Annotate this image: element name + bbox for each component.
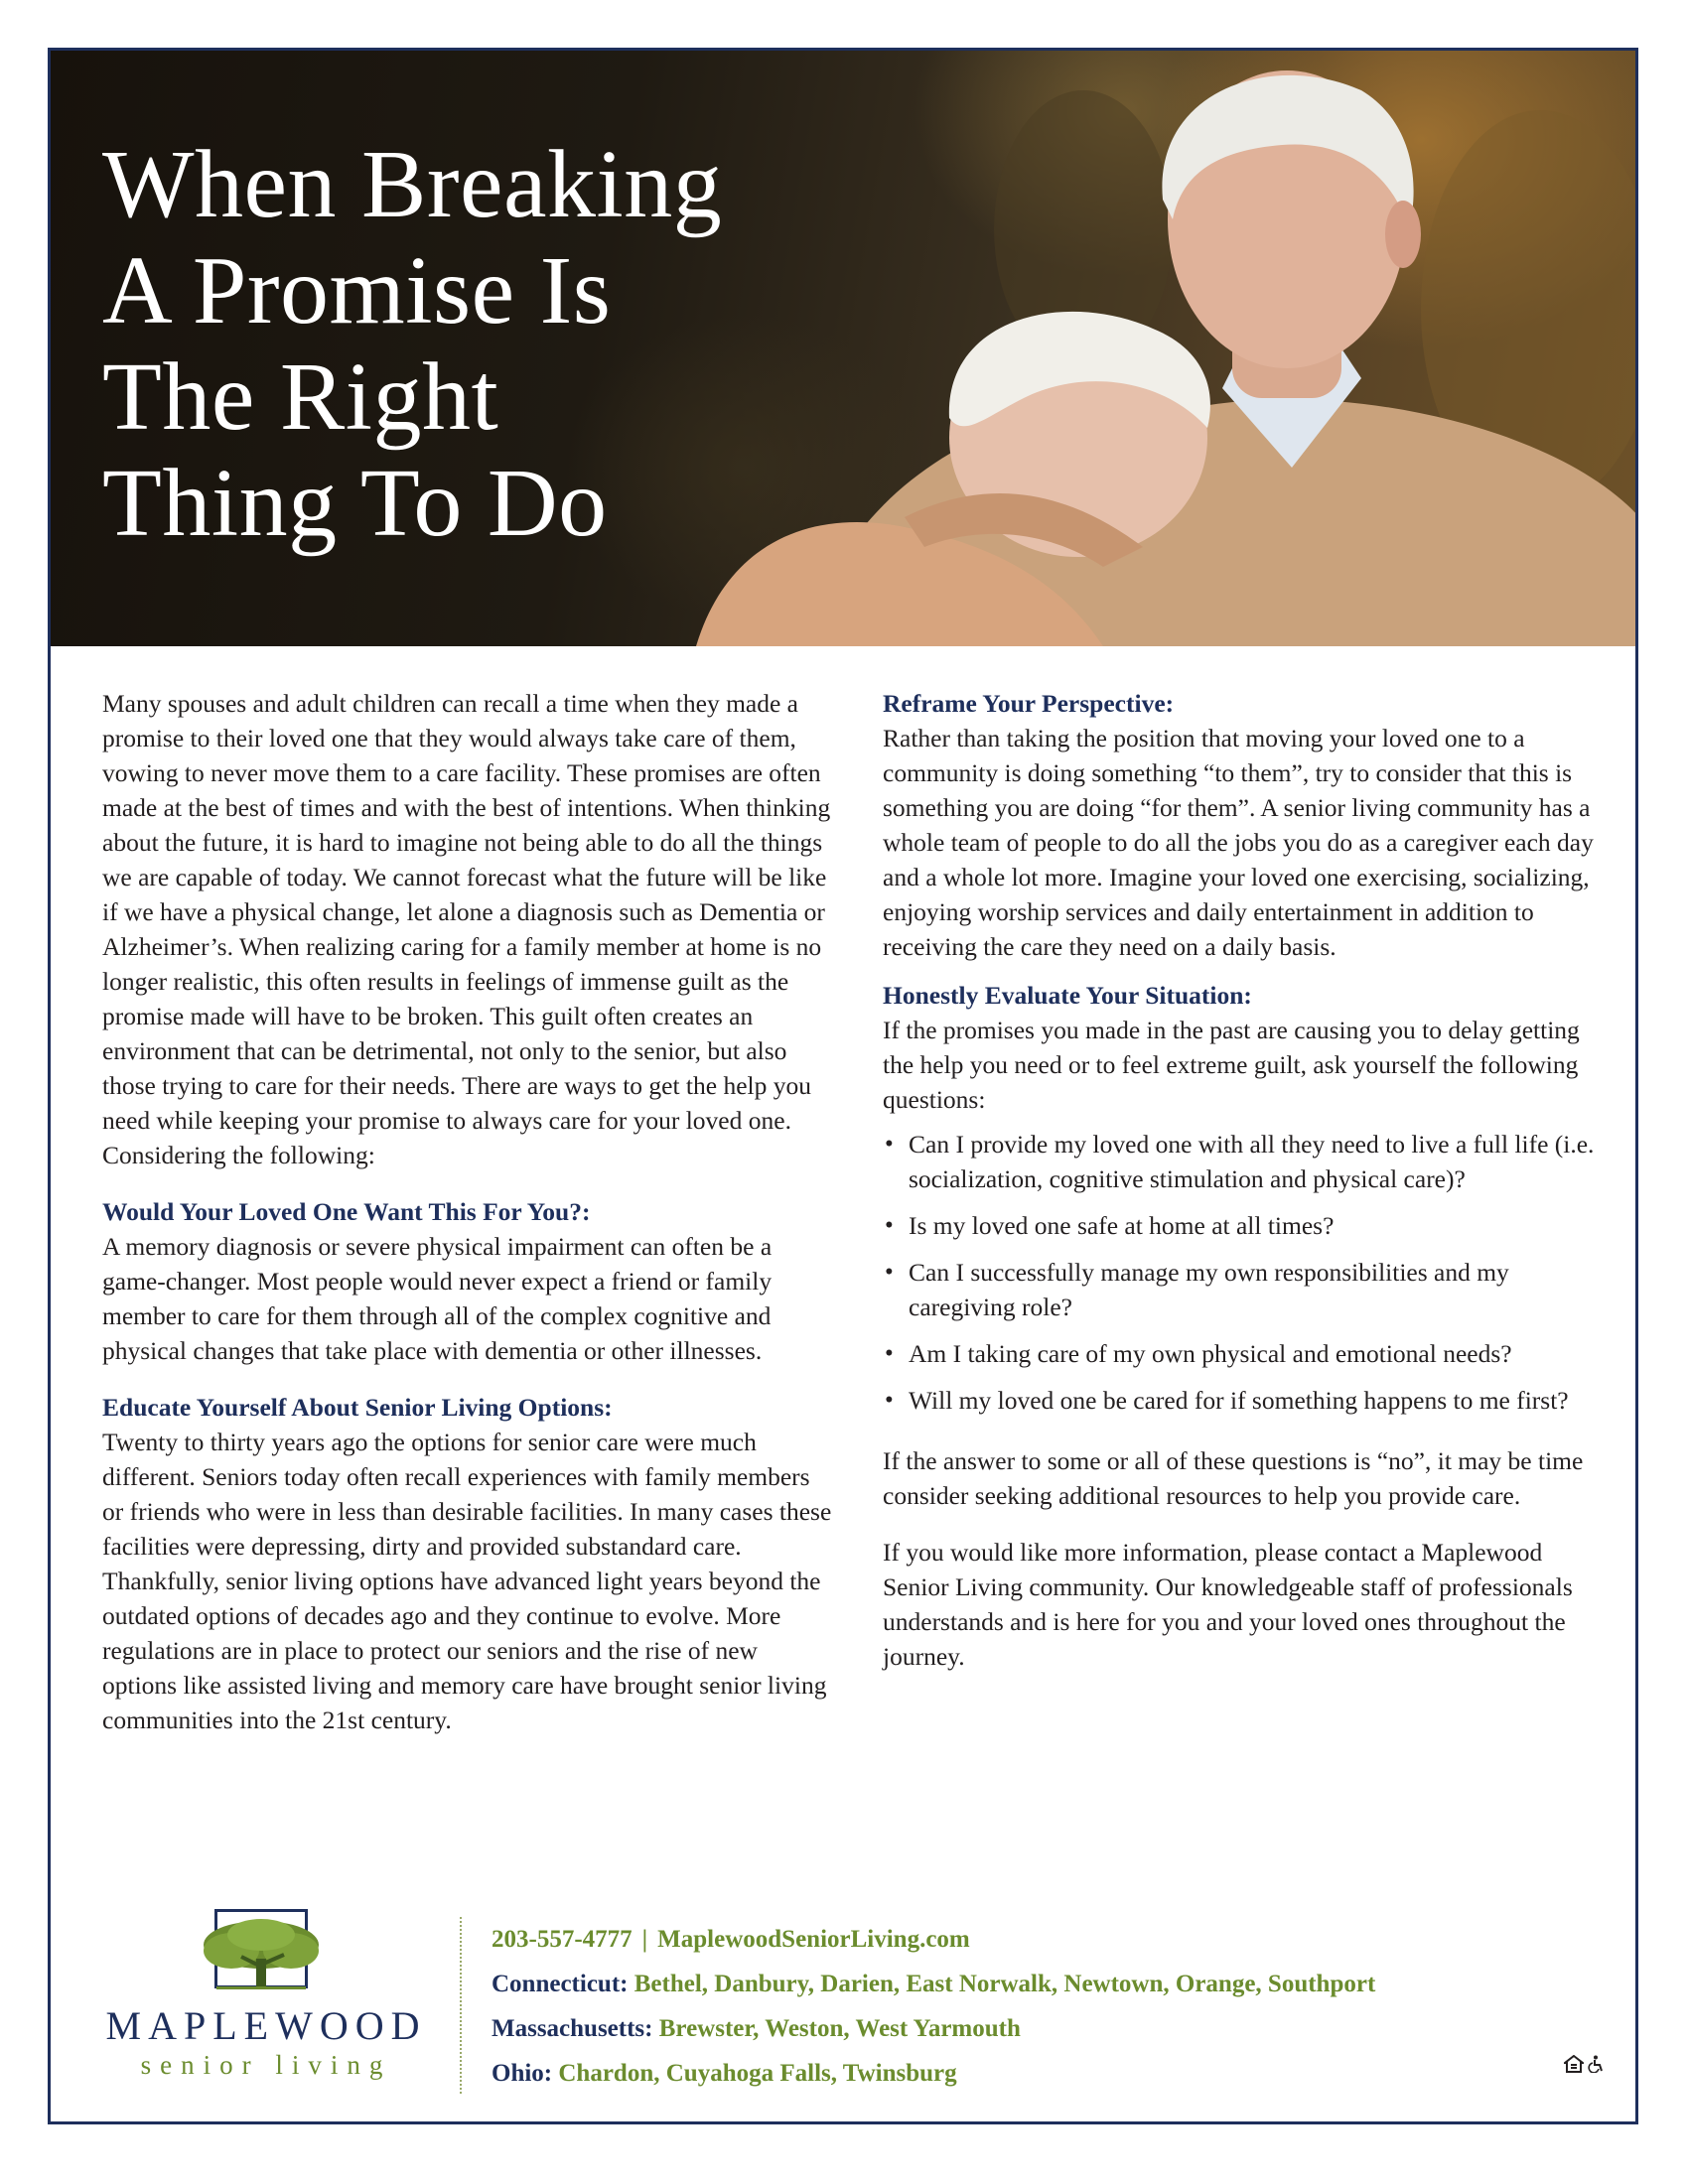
accessibility-icon	[1588, 2055, 1606, 2073]
right-column	[883, 686, 1600, 1674]
section-body-evaluate: If the promises you made in the past are causing you to delay getting the help you need or to feel extreme guilt, ask yourself the following questions:	[883, 1016, 1580, 1114]
question-text: Is my loved one safe at home at all times?	[909, 1211, 1335, 1240]
footer-divider	[460, 1917, 462, 2094]
intro-paragraph: Many spouses and adult children can recall a time when they made a promise to their loved one that they would always take care of them, vowing to never move them to a care facility. These promises are often made at the best of times and with the best of intentions. When thinking about the future, it is hard to imagine not being able to do all the things we are capable of today. We cannot forecast what the future will be like if we have a physical change, let alone a diagnosis such as Dementia or Alzheimer’s. When realizing caring for a family member at home is no longer realistic, this often results in feelings of immense guilt as the promise made will have to be broken. This guilt often creates an environment that can be detrimental, not only to the senior, but also those trying to care for their needs. There are ways to get the help you need while keeping your promise to always care for your loved one. Considering the following:	[102, 689, 831, 1169]
location-ohio	[492, 2051, 1584, 2096]
city-list: Brewster, Weston, West Yarmouth	[658, 2015, 1021, 2042]
logo-wordmark: MAPLEWOOD	[105, 2003, 427, 2048]
bullet-icon: •	[885, 1131, 894, 1158]
tree-icon	[197, 1915, 326, 1990]
list-item	[883, 1208, 1600, 1243]
separator: |	[641, 1926, 648, 1953]
location-connecticut	[492, 1962, 1584, 2006]
state-label: Ohio:	[492, 2060, 553, 2087]
question-list	[883, 1127, 1600, 1418]
bullet-icon: •	[885, 1212, 894, 1239]
list-item	[883, 1255, 1600, 1324]
closing-paragraph-answer: If the answer to some or all of these questions is “no”, it may be time consider seeking additional resources to help you provide care.	[883, 1446, 1584, 1510]
contact-line	[492, 1917, 1584, 1962]
page-title	[102, 132, 817, 557]
section-heading-reframe: Reframe Your Perspective:	[883, 689, 1175, 718]
title-line-2: A Promise Is	[102, 237, 612, 344]
website-link[interactable]: MaplewoodSeniorLiving.com	[657, 1926, 970, 1953]
city-list: Bethel, Danbury, Darien, East Norwalk, Newtown, Orange, Southport	[633, 1971, 1376, 1997]
section-body-loved-one: A memory diagnosis or severe physical impairment can often be a game-changer. Most people would never expect a friend or family member to care for them through all of the complex cognitive and physical changes that take place with dementia or other illnesses.	[102, 1232, 773, 1365]
section-heading-evaluate: Honestly Evaluate Your Situation:	[883, 981, 1252, 1010]
state-label: Massachusetts:	[492, 2015, 653, 2042]
flyer-frame	[48, 48, 1638, 2124]
section-heading-loved-one: Would Your Loved One Want This For You?:	[102, 1197, 591, 1226]
compliance-icons	[1564, 2055, 1607, 2078]
location-massachusetts	[492, 2006, 1584, 2051]
list-item	[883, 1127, 1600, 1196]
bullet-icon: •	[885, 1340, 894, 1367]
hero-banner	[51, 51, 1635, 646]
list-item	[883, 1383, 1600, 1418]
section-body-reframe: Rather than taking the position that moving your loved one to a community is doing something “to them”, try to consider that this is something you are doing “for them”. A senior living community has a whole team of people to do all the jobs you do as a caregiver each day and a whole lot more. Imagine your loved one exercising, socializing, enjoying worship services and daily entertainment in addition to receiving the care they need on a daily basis.	[883, 724, 1594, 961]
maplewood-logo	[102, 1909, 430, 2088]
title-line-3: The Right	[102, 343, 499, 451]
section-body-educate: Twenty to thirty years ago the options for senior care were much different. Seniors today often recall experiences with family members or friends who were in less than desirable facilities. In many cases these facilities were depressing, dirty and provided substandard care. Thankfully, senior living options have advanced light years beyond the outdated options of decades ago and they continue to evolve. More regulations are in place to protect our seniors and the rise of new options like assisted living and memory care have brought senior living communities into the 21st century.	[102, 1428, 832, 1734]
question-text: Can I successfully manage my own responsibilities and my caregiving role?	[909, 1258, 1509, 1321]
question-text: Can I provide my loved one with all they need to live a full life (i.e. socialization, cognitive stimulation and physical care)?	[909, 1130, 1595, 1193]
bullet-icon: •	[885, 1259, 894, 1286]
left-column	[102, 686, 837, 1737]
question-text: Will my loved one be cared for if something happens to me first?	[909, 1386, 1569, 1415]
bullet-icon: •	[885, 1387, 894, 1414]
list-item	[883, 1336, 1600, 1371]
closing-paragraph-contact: If you would like more information, please contact a Maplewood Senior Living community. Our knowledgeable staff of professionals understands and is here for you and your loved ones throughout the journey.	[883, 1538, 1573, 1671]
equal-housing-icon	[1564, 2055, 1584, 2073]
state-label: Connecticut:	[492, 1971, 629, 1997]
question-text: Am I taking care of my own physical and emotional needs?	[909, 1339, 1512, 1368]
contact-info	[492, 1917, 1584, 2096]
title-line-4: Thing To Do	[102, 450, 608, 557]
title-line-1: When Breaking	[102, 131, 723, 238]
city-list: Chardon, Cuyahoga Falls, Twinsburg	[558, 2060, 957, 2087]
section-heading-educate: Educate Yourself About Senior Living Options:	[102, 1393, 613, 1422]
logo-tagline: senior living	[140, 2050, 392, 2080]
phone-number[interactable]: 203-557-4777	[492, 1926, 633, 1953]
